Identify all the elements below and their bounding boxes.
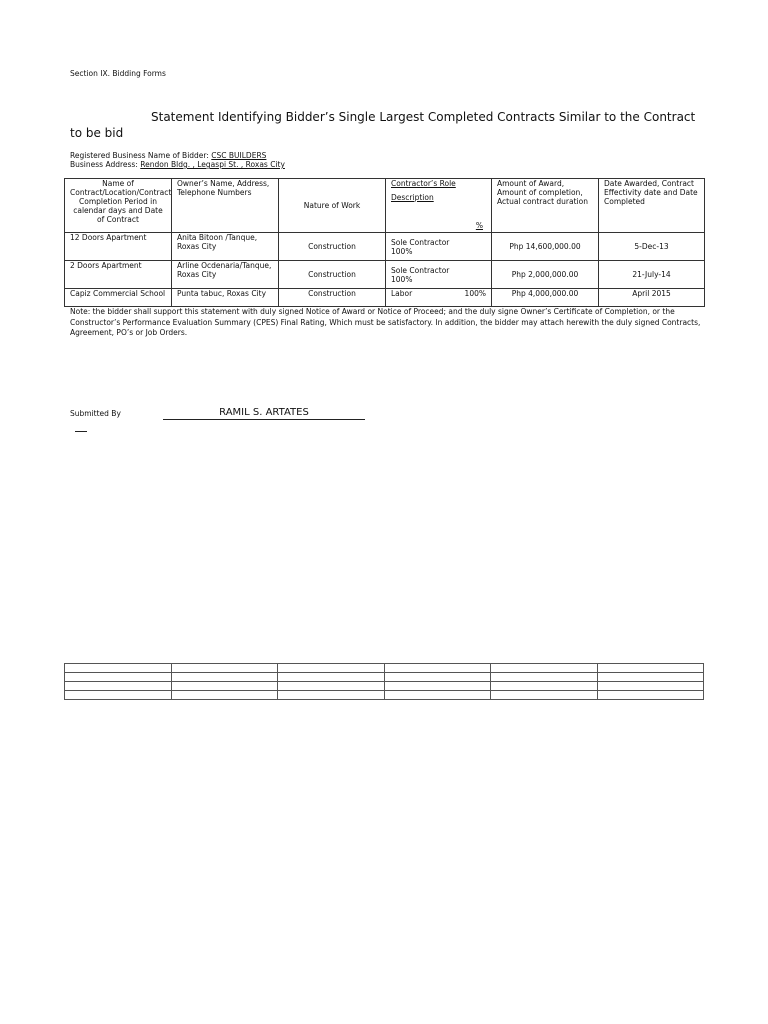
cell-owner: Anita Bitoon /Tanque, Roxas City — [172, 233, 279, 261]
business-address-label: Business Address: — [70, 160, 141, 169]
role-text: Labor — [391, 289, 413, 298]
short-rule — [75, 431, 87, 432]
header-dates: Date Awarded, Contract Effectivity date and Date Completed — [599, 179, 705, 233]
blank-row — [65, 673, 704, 682]
cell-amount: Php 14,600,000.00 — [492, 233, 599, 261]
cell-amount: Php 2,000,000.00 — [492, 261, 599, 289]
note-paragraph: Note: the bidder shall support this statement with duly signed Notice of Award or Notice of Proceed; and the duly signe Owner’s Certificate of Completion, or the Constructor’s Performance Evaluation Summary (CPES) Final Rating, Which must be satisfactory. In addition, the bidder may attach herewith the duly signed Contracts, Agreement, PO’s or Job Orders. — [70, 307, 701, 337]
cell-role — [386, 261, 492, 289]
document-title: Statement Identifying Bidder’s Single Largest Completed Contracts Similar to the Contract to be bid — [70, 110, 696, 140]
table-row — [65, 289, 705, 307]
cell-owner: Punta tabuc, Roxas City — [172, 289, 279, 307]
cell-contract-name: 2 Doors Apartment — [65, 261, 172, 289]
role-percent: 100% — [391, 246, 413, 256]
cell-role — [386, 289, 492, 307]
header-description-label: Description — [391, 193, 434, 202]
table-row — [65, 233, 705, 261]
signer-name: RAMIL S. ARTATES — [163, 407, 365, 420]
cell-date: 5-Dec-13 — [599, 233, 705, 261]
blank-row — [65, 664, 704, 673]
cell-contract-name: Capiz Commercial School — [65, 289, 172, 307]
cell-amount: Php 4,000,000.00 — [492, 289, 599, 307]
blank-row — [65, 691, 704, 700]
role-text: Sole Contractor — [391, 237, 450, 247]
header-contractor-role — [386, 179, 492, 233]
submitted-by-label: Submitted By — [70, 409, 121, 418]
cell-owner: Arline Ocdenaria/Tanque, Roxas City — [172, 261, 279, 289]
cell-nature: Construction — [279, 233, 386, 261]
header-role-label: Contractor’s Role — [391, 179, 456, 188]
table-row — [65, 261, 705, 289]
business-address-value: Rendon Bldg. , Legaspi St. , Roxas City — [140, 160, 285, 169]
contracts-table — [64, 178, 705, 307]
header-contract-name: Name of Contract/Location/Contract Completion Period in calendar days and Date of Contract — [65, 179, 172, 233]
cell-role — [386, 233, 492, 261]
cell-contract-name: 12 Doors Apartment — [65, 233, 172, 261]
table-header-row — [65, 179, 705, 233]
business-name-value: CSC BUILDERS — [211, 151, 267, 160]
section-heading: Section IX. Bidding Forms — [70, 69, 166, 78]
cell-date: 21-July-14 — [599, 261, 705, 289]
header-owner: Owner’s Name, Address, Telephone Numbers — [172, 179, 279, 233]
role-percent: 100% — [391, 274, 413, 284]
bidder-info — [70, 151, 285, 169]
header-percent-label: % — [475, 221, 483, 230]
blank-table — [64, 663, 704, 700]
cell-nature: Construction — [279, 261, 386, 289]
header-nature-of-work: Nature of Work — [279, 179, 386, 233]
role-percent: 100% — [464, 289, 486, 298]
cell-nature: Construction — [279, 289, 386, 307]
role-text: Sole Contractor — [391, 265, 450, 275]
business-address-line — [70, 160, 285, 169]
blank-row — [65, 682, 704, 691]
business-name-line — [70, 151, 285, 160]
header-amount: Amount of Award, Amount of completion, Actual contract duration — [492, 179, 599, 233]
business-name-label: Registered Business Name of Bidder: — [70, 151, 212, 160]
role-line — [391, 289, 486, 298]
cell-date: April 2015 — [599, 289, 705, 307]
